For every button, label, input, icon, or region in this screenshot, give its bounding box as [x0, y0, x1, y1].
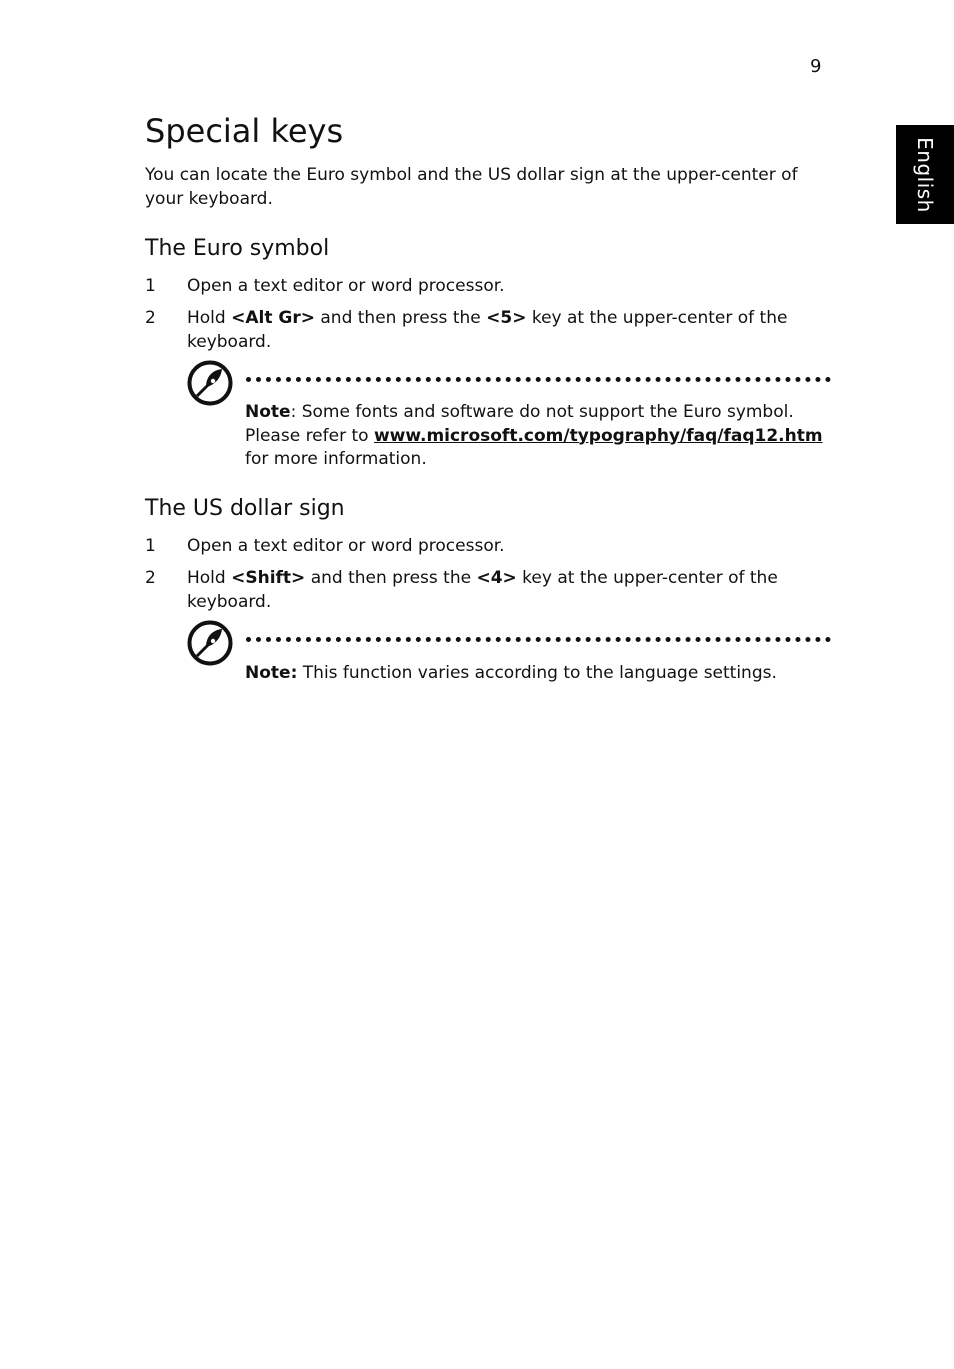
page-number: 9 — [810, 56, 822, 77]
step-text — [187, 307, 830, 354]
step-text-part: and then press the — [314, 308, 487, 328]
note-text: This function varies according to the language settings. — [297, 663, 777, 683]
note-pen-icon — [186, 359, 234, 407]
dollar-step-1 — [145, 535, 830, 559]
step-text: Open a text editor or word processor. — [187, 536, 505, 556]
euro-step-2 — [145, 307, 830, 354]
dollar-step-2 — [145, 567, 830, 614]
note-label: Note: — [245, 663, 298, 683]
key-4: <4> — [476, 568, 517, 588]
note-label: Note — [245, 402, 291, 422]
step-number: 1 — [145, 276, 156, 296]
page-title: Special keys — [145, 112, 344, 150]
dollar-heading: The US dollar sign — [145, 496, 345, 521]
intro-paragraph: You can locate the Euro symbol and the US dollar sign at the upper-center of your keyboard. — [145, 165, 798, 209]
note-divider — [246, 377, 831, 382]
note-pen-icon — [186, 619, 234, 667]
euro-note — [245, 401, 835, 472]
note-text: : Some fonts and software do not support the Euro symbol. Please refer to — [245, 402, 794, 446]
euro-step-1 — [145, 275, 830, 299]
step-number: 2 — [145, 568, 156, 588]
language-tab-label: English — [913, 136, 937, 213]
note-text: for more information. — [245, 449, 427, 469]
step-text — [187, 567, 830, 614]
note-divider — [246, 637, 831, 642]
step-number: 1 — [145, 536, 156, 556]
step-text-part: Hold — [187, 568, 232, 588]
step-text-part: Hold — [187, 308, 232, 328]
key-shift: <Shift> — [231, 568, 306, 588]
step-text-part: and then press the — [305, 568, 477, 588]
language-tab — [896, 125, 954, 224]
key-alt-gr: <Alt Gr> — [231, 308, 315, 328]
step-text-part: key at the upper-center of the keyboard. — [187, 568, 778, 612]
dollar-note — [245, 662, 835, 686]
euro-heading: The Euro symbol — [145, 236, 330, 261]
faq-link[interactable]: www.microsoft.com/typography/faq/faq12.htm — [373, 425, 823, 446]
step-text: Open a text editor or word processor. — [187, 276, 505, 296]
step-number: 2 — [145, 308, 156, 328]
step-text-part: key at the upper-center of the keyboard. — [187, 308, 788, 352]
key-5: <5> — [486, 308, 527, 328]
